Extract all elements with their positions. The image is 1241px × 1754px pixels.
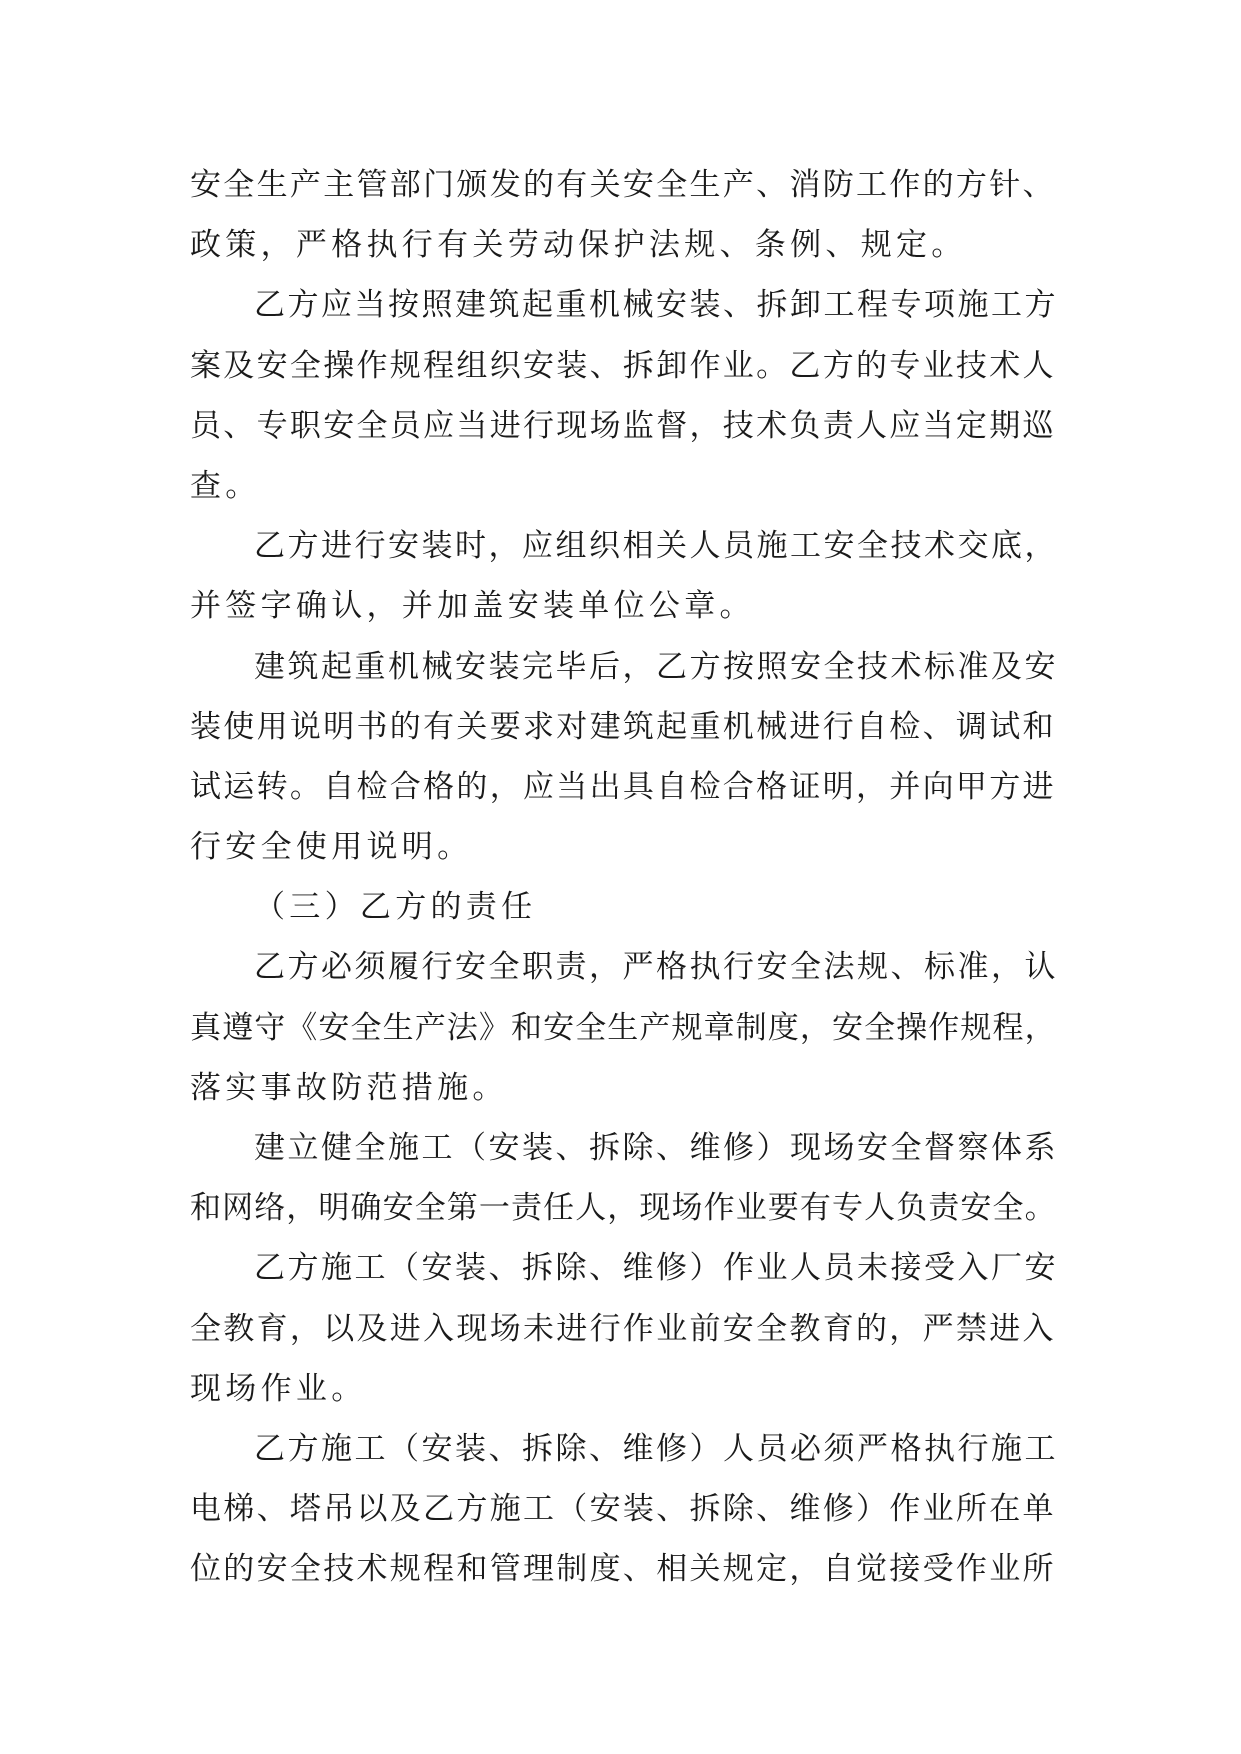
text-line: 乙方应当按照建筑起重机械安装、拆卸工程专项施工方 [254, 287, 1058, 324]
text-line: 案及安全操作规程组织安装、拆卸作业。乙方的专业技术人 [190, 347, 1056, 384]
text-line: 建立健全施工（安装、拆除、维修）现场安全督察体系 [254, 1130, 1058, 1166]
text-line: 安全生产主管部门颁发的有关安全生产、消防工作的方针、 [190, 167, 1056, 203]
text-line: 和网络，明确安全第一责任人，现场作业要有专人负责安全。 [190, 1190, 1057, 1227]
text-line: 行安全使用说明。 [190, 829, 473, 866]
text-line: 电梯、塔吊以及乙方施工（安装、拆除、维修）作业所在单 [190, 1491, 1056, 1528]
text-line: 位的安全技术规程和管理制度、相关规定，自觉接受作业所 [190, 1551, 1056, 1588]
text-line: 现场作业。 [190, 1370, 367, 1407]
text-line: 政策，严格执行有关劳动保护法规、条例、规定。 [190, 227, 967, 264]
text-line: 乙方必须履行安全职责，严格执行安全法规、标准，认 [254, 949, 1058, 986]
text-line: 乙方施工（安装、拆除、维修）作业人员未接受入厂安 [254, 1250, 1058, 1287]
text-line: 查。 [190, 467, 261, 504]
text-line: 乙方施工（安装、拆除、维修）人员必须严格执行施工 [254, 1430, 1058, 1467]
text-line: 装使用说明书的有关要求对建筑起重机械进行自检、调试和 [190, 708, 1056, 745]
text-line: 落实事故防范措施。 [190, 1069, 508, 1106]
text-line: 建筑起重机械安装完毕后，乙方按照安全技术标准及安 [254, 648, 1058, 685]
text-line: 真遵守《安全生产法》和安全生产规章制度，安全操作规程， [190, 1009, 1057, 1046]
text-line: 员、专职安全员应当进行现场监督，技术负责人应当定期巡 [190, 407, 1056, 444]
text-line: 并签字确认，并加盖安装单位公章。 [190, 588, 755, 625]
text-line: 全教育，以及进入现场未进行作业前安全教育的，严禁进入 [190, 1310, 1056, 1347]
text-line: 乙方进行安装时，应组织相关人员施工安全技术交底， [254, 528, 1058, 565]
body-text [190, 155, 1060, 1600]
text-line: 试运转。自检合格的，应当出具自检合格证明，并向甲方进 [190, 768, 1056, 805]
section-heading: （三）乙方的责任 [254, 889, 537, 926]
